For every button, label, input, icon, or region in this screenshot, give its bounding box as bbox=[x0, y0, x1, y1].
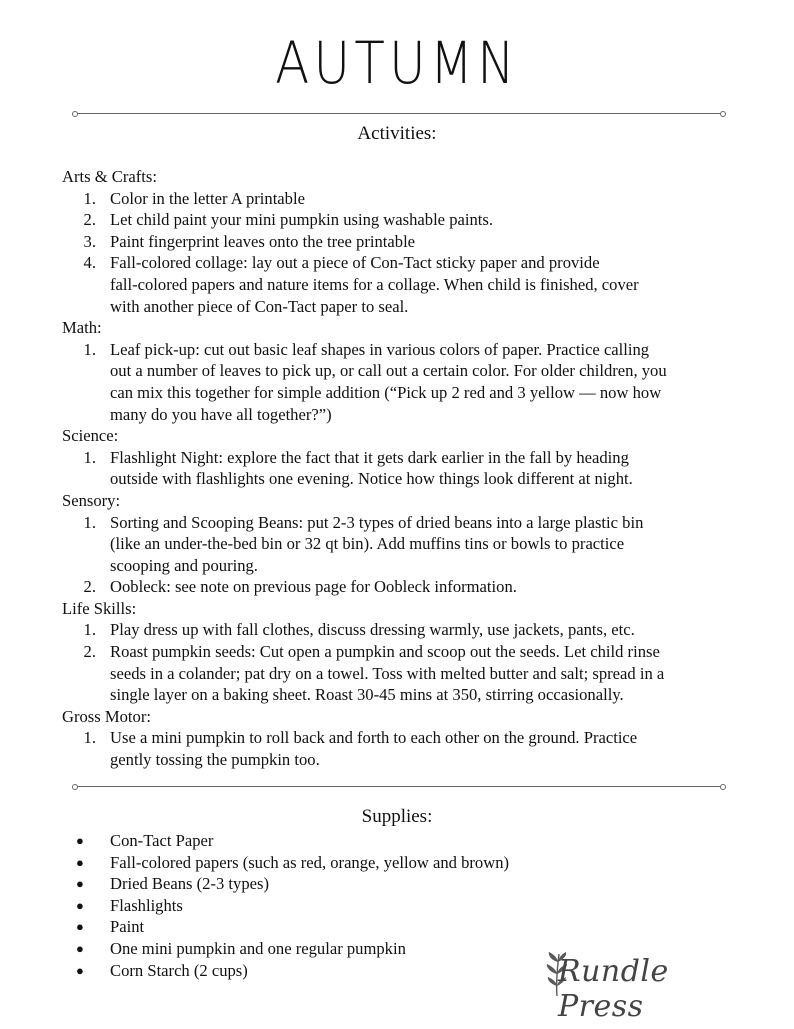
supplies-list bbox=[62, 830, 622, 981]
item-number: 2. bbox=[83, 210, 96, 230]
category-heading: Science: bbox=[62, 426, 119, 446]
activities-list bbox=[62, 166, 742, 771]
item-text-line: Oobleck: see note on previous page for Oobleck information. bbox=[110, 577, 517, 597]
middle-divider bbox=[76, 786, 722, 787]
activity-item bbox=[62, 512, 742, 577]
category-heading: Sensory: bbox=[62, 490, 121, 510]
item-text-line: (like an under-the-bed bin or 32 qt bin). Add muffins tins or bowls to practice bbox=[110, 534, 625, 554]
activity-item bbox=[62, 447, 742, 490]
item-text-line: Color in the letter A printable bbox=[110, 188, 305, 208]
page-title: AUTUMN bbox=[275, 29, 519, 97]
category-heading: Math: bbox=[62, 318, 102, 338]
item-text-line: gently tossing the pumpkin too. bbox=[110, 750, 320, 770]
category-heading: Life Skills: bbox=[62, 598, 137, 618]
supply-text: One mini pumpkin and one regular pumpkin bbox=[110, 938, 406, 958]
publisher-logo bbox=[548, 950, 738, 1024]
bullet-icon: ● bbox=[76, 854, 84, 870]
item-text-line: fall-colored papers and nature items for a collage. When child is finished, cover bbox=[110, 274, 639, 294]
bullet-icon: ● bbox=[76, 833, 84, 848]
item-number: 1. bbox=[83, 447, 96, 467]
item-number: 1. bbox=[83, 728, 96, 748]
supply-text: Corn Starch (2 cups) bbox=[110, 960, 248, 980]
supplies-heading: Supplies: bbox=[361, 806, 433, 827]
item-text-line: Paint fingerprint leaves onto the tree printable bbox=[110, 231, 416, 251]
supply-text: Fall-colored papers (such as red, orange, yellow and brown) bbox=[110, 852, 510, 872]
logo-text: Rundle Press bbox=[558, 954, 669, 1024]
supply-item bbox=[62, 960, 622, 982]
supply-text: Flashlights bbox=[110, 895, 183, 915]
item-text-line: scooping and pouring. bbox=[110, 555, 258, 575]
item-text-line: Sorting and Scooping Beans: put 2-3 types of dried beans into a large plastic bin bbox=[110, 512, 644, 532]
item-text-line: Let child paint your mini pumpkin using washable paints. bbox=[110, 210, 493, 230]
item-text-line: Play dress up with fall clothes, discuss dressing warmly, use jackets, pants, etc. bbox=[110, 620, 635, 640]
item-number: 1. bbox=[83, 620, 96, 640]
item-text-line: many do you have all together?”) bbox=[110, 404, 332, 424]
bullet-icon: ● bbox=[76, 940, 84, 956]
item-text-line: single layer on a baking sheet. Roast 30-45 mins at 350, stirring occasionally. bbox=[110, 685, 624, 705]
item-text-line: Roast pumpkin seeds: Cut open a pumpkin and scoop out the seeds. Let child rinse bbox=[110, 642, 660, 662]
bullet-icon: ● bbox=[76, 962, 84, 978]
bullet-icon: ● bbox=[76, 897, 84, 913]
item-text-line: Fall-colored collage: lay out a piece of Con-Tact sticky paper and provide bbox=[110, 253, 600, 273]
item-text-line: Leaf pick-up: cut out basic leaf shapes in various colors of paper. Practice calling bbox=[110, 339, 650, 359]
item-number: 2. bbox=[83, 642, 96, 662]
item-number: 4. bbox=[83, 253, 96, 273]
supply-item bbox=[62, 916, 622, 938]
item-text-line: out a number of leaves to pick up, or call out a certain color. For older children, you bbox=[110, 361, 667, 381]
item-text-line: outside with flashlights one evening. Notice how things look different at night. bbox=[110, 469, 633, 489]
item-number: 1. bbox=[83, 512, 96, 532]
top-divider bbox=[76, 113, 722, 114]
activity-item bbox=[62, 339, 742, 425]
supply-item bbox=[62, 830, 622, 852]
item-text-line: seeds in a colander; pat dry on a towel. Toss with melted butter and salt; spread in a bbox=[110, 663, 665, 683]
supply-item bbox=[62, 895, 622, 917]
item-number: 1. bbox=[83, 188, 96, 208]
supply-text: Con-Tact Paper bbox=[110, 831, 214, 850]
supply-item bbox=[62, 938, 622, 960]
activity-item bbox=[62, 727, 742, 770]
activity-item bbox=[62, 231, 742, 253]
item-text-line: Use a mini pumpkin to roll back and forth to each other on the ground. Practice bbox=[110, 728, 638, 748]
bullet-icon: ● bbox=[76, 919, 84, 935]
supply-item bbox=[62, 873, 622, 895]
item-number: 3. bbox=[83, 231, 96, 251]
activity-item bbox=[62, 252, 742, 317]
activity-item bbox=[62, 209, 742, 231]
activity-item bbox=[62, 576, 742, 598]
item-text-line: with another piece of Con-Tact paper to seal. bbox=[110, 296, 409, 316]
activities-heading: Activities: bbox=[357, 123, 437, 144]
activity-item bbox=[62, 619, 742, 641]
activity-item bbox=[62, 641, 742, 706]
item-text-line: Flashlight Night: explore the fact that it gets dark earlier in the fall by heading bbox=[110, 447, 629, 467]
category-heading: Gross Motor: bbox=[62, 706, 151, 726]
item-number: 2. bbox=[83, 577, 96, 597]
supply-text: Paint bbox=[110, 917, 145, 937]
supply-item bbox=[62, 852, 622, 874]
item-number: 1. bbox=[83, 339, 96, 359]
bullet-icon: ● bbox=[76, 876, 84, 892]
supply-text: Dried Beans (2-3 types) bbox=[110, 874, 269, 894]
item-text-line: can mix this together for simple addition (“Pick up 2 red and 3 yellow — now how bbox=[110, 382, 662, 402]
category-heading: Arts & Crafts: bbox=[62, 167, 157, 186]
activity-item bbox=[62, 188, 742, 210]
